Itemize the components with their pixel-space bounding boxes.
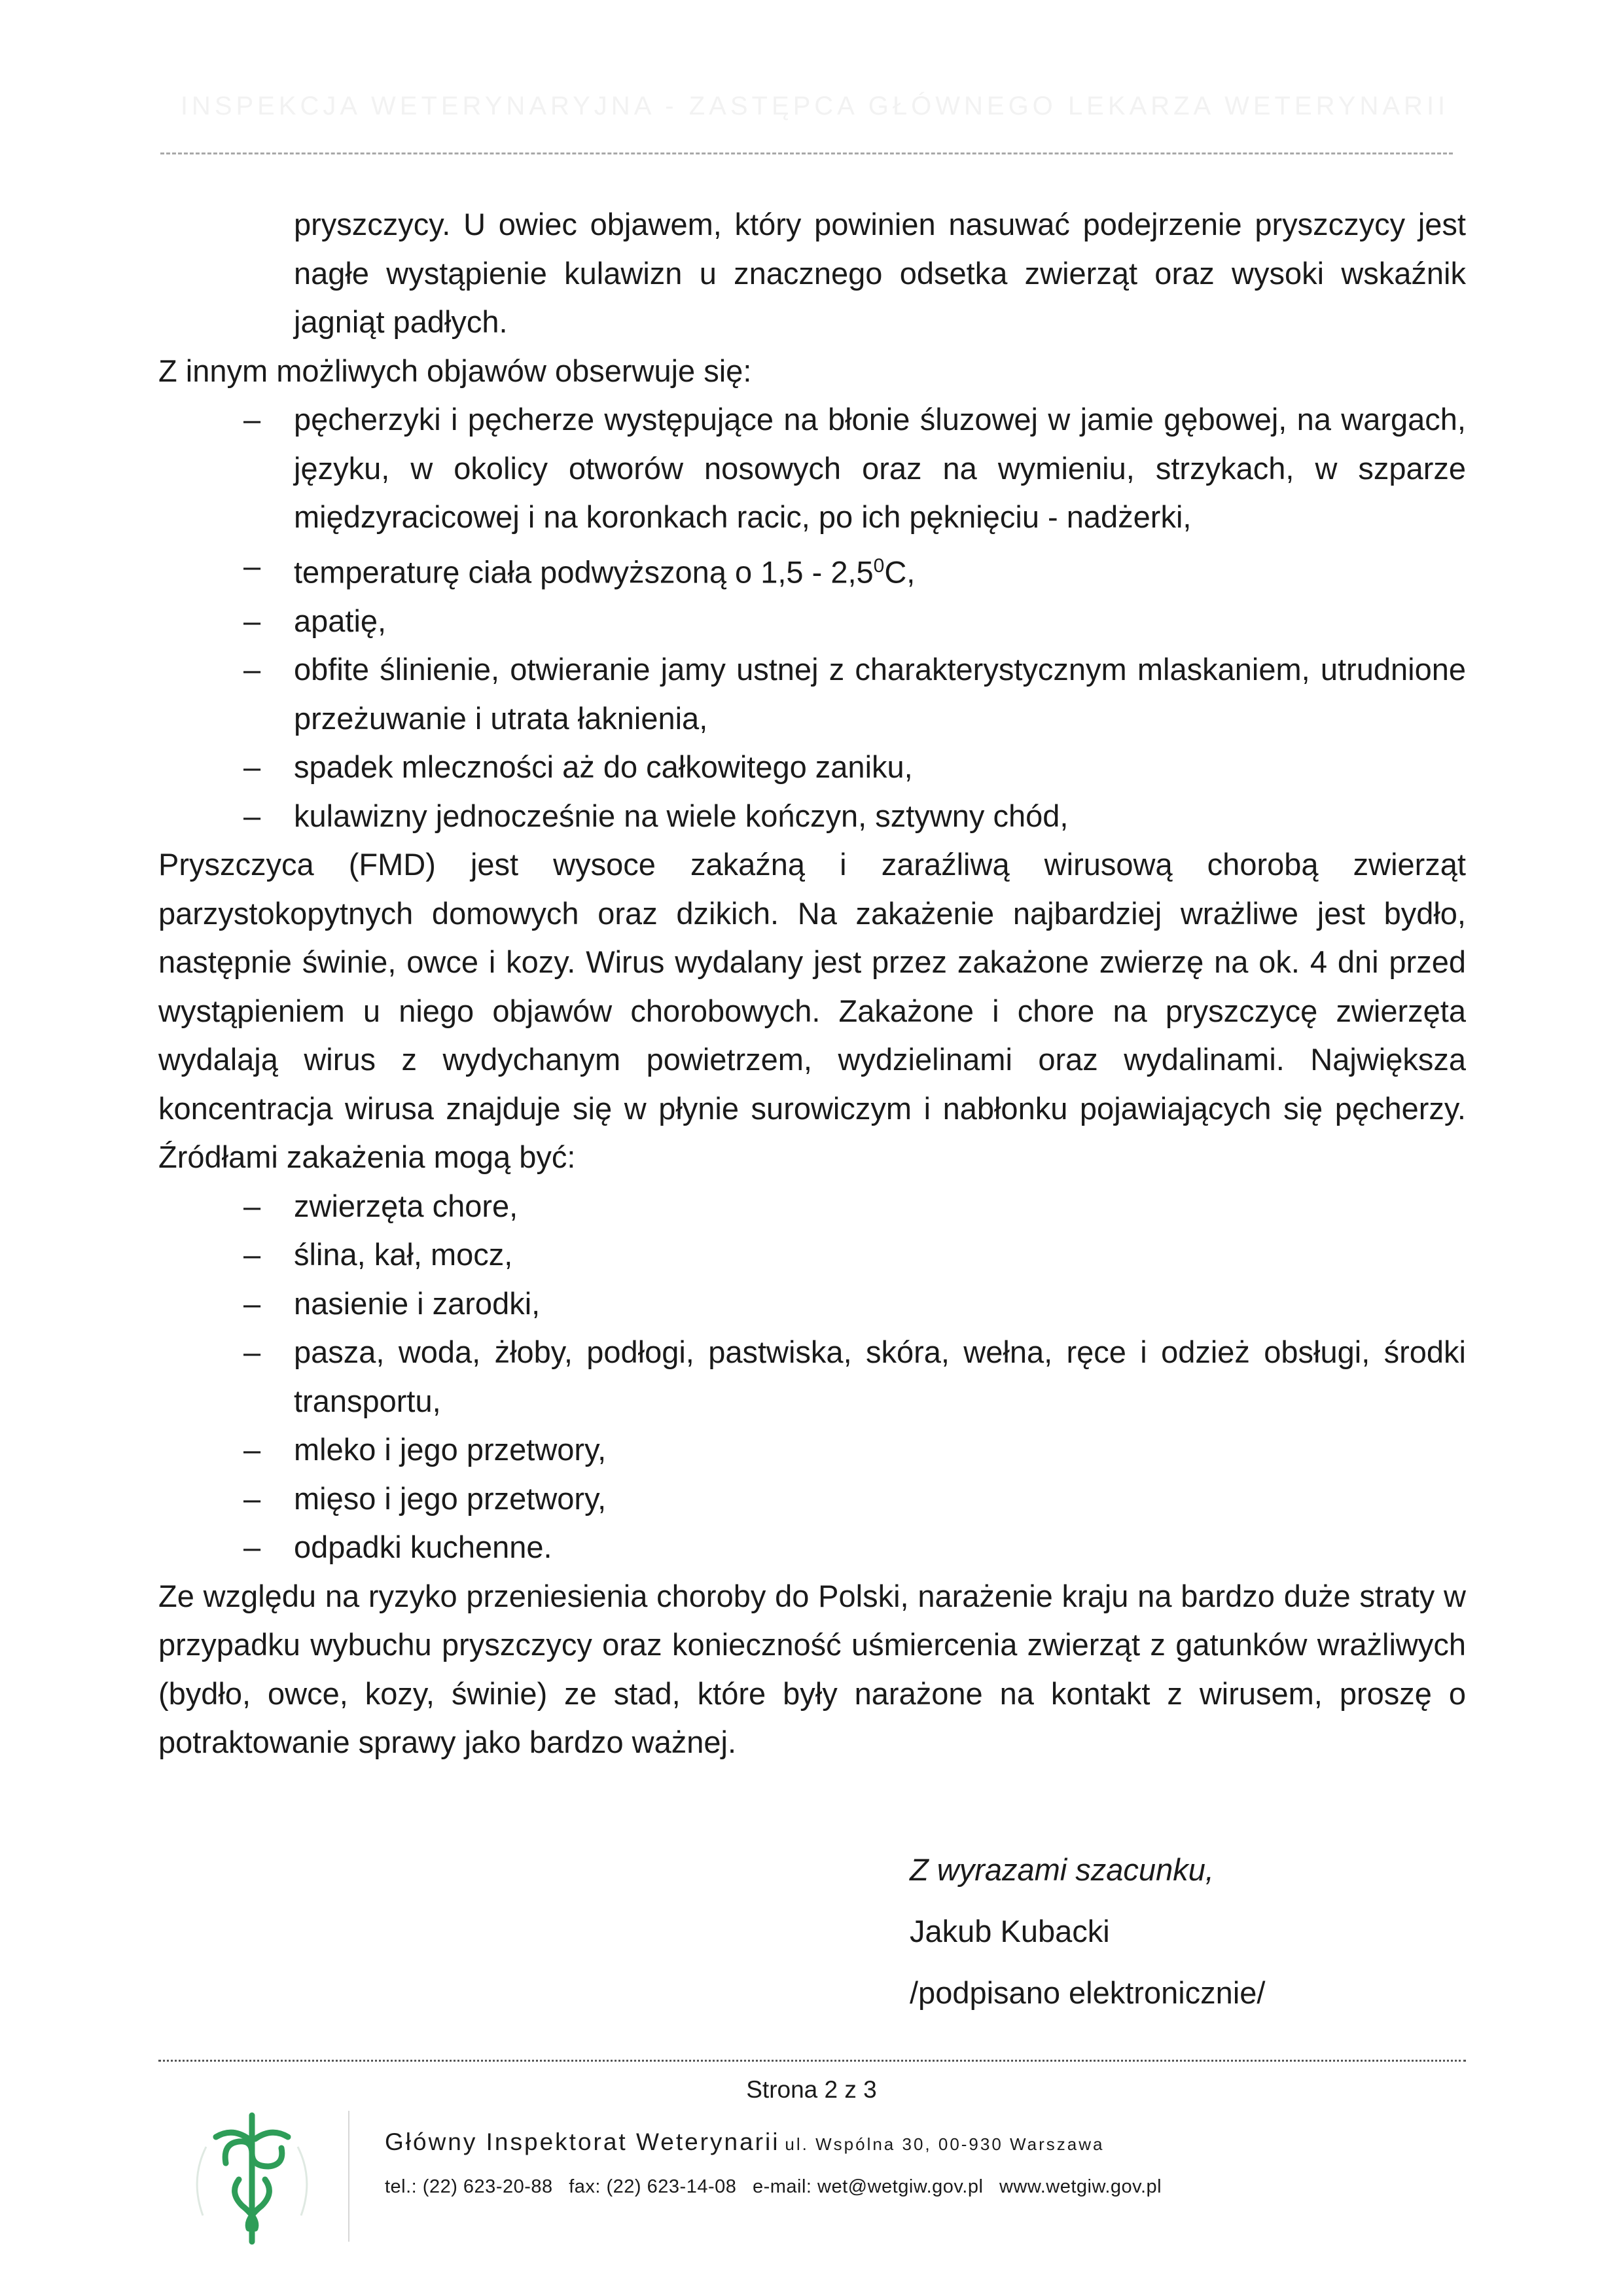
list-dash: – [243,1285,261,1321]
list-dash: – [243,1530,261,1565]
list-item-text: mleko i jego przetwory, [294,1432,607,1467]
list-dash: – [243,749,261,785]
list-item-text: obfite ślinienie, otwieranie jamy ustnej z charakterystycznym mlaskaniem, utrudnione przeżuwanie i utrata łaknienia, [294,652,1466,736]
list-item [158,1523,1466,1572]
caduceus-logo-icon [177,2101,327,2251]
footer-organization-line [385,2128,1104,2156]
list-item-text: nasienie i zarodki, [294,1285,541,1321]
list-item-text: apatię, [294,603,387,638]
list-dash: – [243,1335,261,1370]
footer-address: ul. Wspólna 30, 00-930 Warszawa [785,2134,1105,2154]
footer-fax: fax: (22) 623-14-08 [569,2176,737,2197]
list-dash: – [243,1432,261,1467]
footer-divider [158,2060,1466,2062]
list-item [158,1426,1466,1475]
footer-contact-line [385,2176,1162,2198]
list-item [158,542,1466,597]
list-dash: – [243,1237,261,1272]
list-item [158,645,1466,743]
list-item-text: spadek mleczności aż do całkowitego zaniku, [294,749,913,785]
list-item [158,1280,1466,1329]
fmd-paragraph: Pryszczyca (FMD) jest wysoce zakaźną i zaraźliwą wirusową chorobą zwierząt parzystokopytnych domowych oraz dzikich. Na zakażenie najbardziej wrażliwe jest bydło, następnie świnie, owce i kozy. Wirus wydalany jest przez zakażone zwierzę na ok. 4 dni przed wystąpieniem u niego objawów chorobowych. Zakażone i chore na pryszczycę zwierzęta wydalają wirus z wydychanym powietrzem, wydzielinami oraz wydalinami. Największa koncentracja wirusa znajduje się w płynie surowiczym i nabłonku pojawiających się pęcherzy. Źródłami zakażenia mogą być: [158,847,1466,1175]
temperature-unit: C, [884,554,916,590]
footer-email-link[interactable]: e-mail: wet@wetgiw.gov.pl [752,2176,984,2197]
list-dash: – [243,402,261,437]
symptoms-heading: Z innym możliwych objawów obserwuje się: [158,353,752,388]
list-dash: – [243,1188,261,1223]
signature-block [910,1839,1265,2024]
list-item [158,1230,1466,1280]
list-item [158,792,1466,841]
list-dash: – [243,798,261,833]
closing-paragraph: Ze względu na ryzyko przeniesienia choroby do Polski, narażenie kraju na bardzo duże straty w przypadku wybuchu pryszczycy oraz konieczność uśmiercenia zwierząt z gatunków wrażliwych (bydło, owce, kozy, świnie) ze stad, które były narażone na kontakt z wirusem, proszę o potraktowanie sprawy jako bardzo ważnej. [158,1578,1466,1760]
list-item [158,1182,1466,1231]
list-item-text: kulawizny jednocześnie na wiele kończyn, sztywny chód, [294,798,1069,833]
letter-body [158,200,1466,1767]
signature-note: /podpisano elektronicznie/ [910,1975,1266,2010]
list-item [158,395,1466,542]
list-item-text: mięso i jego przetwory, [294,1480,607,1516]
signatory-name: Jakub Kubacki [910,1914,1110,1948]
signature-closing: Z wyrazami szacunku, [910,1852,1214,1887]
letterhead-title: INSPEKCJA WETERYNARYJNA - ZASTĘPCA GŁÓWNEGO LEKARZA WETERYNARII [180,92,1450,120]
list-item-text: zwierzęta chore, [294,1188,518,1223]
list-dash: – [243,603,261,638]
list-item-text: pęcherzyki i pęcherze występujące na błonie śluzowej w jamie gębowej, na wargach, języku, w okolicy otworów nosowych oraz na wymieniu, strzykach, w szparze międzyracicowej i na koronkach racic, po ich pęknięciu - nadżerki, [294,402,1466,534]
footer-phone: tel.: (22) 623-20-88 [385,2176,553,2197]
footer-organization: Główny Inspektorat Weterynarii [385,2128,780,2155]
list-item [158,597,1466,646]
temperature-text: temperaturę ciała podwyższoną o 1,5 - 2,5 [294,554,874,590]
header-divider [160,152,1453,154]
list-dash: – [243,1480,261,1516]
footer-separator [348,2111,349,2242]
list-dash: – [243,652,261,687]
temperature-degree-superscript: 0 [873,554,885,577]
list-dash: – [243,548,261,583]
footer-website-link[interactable]: www.wetgiw.gov.pl [999,2176,1162,2197]
list-item [158,1328,1466,1426]
intro-continuation: pryszczycy. U owiec objawem, który powinien nasuwać podejrzenie pryszczycy jest nagłe wystąpienie kulawizn u znacznego odsetka zwierząt oraz wysoki wskaźnik jagniąt padłych. [294,207,1466,339]
list-item-text: pasza, woda, żłoby, podłogi, pastwiska, skóra, wełna, ręce i odzież obsługi, środki transportu, [294,1335,1466,1418]
list-item-text: odpadki kuchenne. [294,1530,552,1565]
list-item-text: ślina, kał, mocz, [294,1237,513,1272]
page-number: Strona 2 z 3 [746,2076,877,2103]
list-item [158,743,1466,792]
list-item [158,1475,1466,1524]
